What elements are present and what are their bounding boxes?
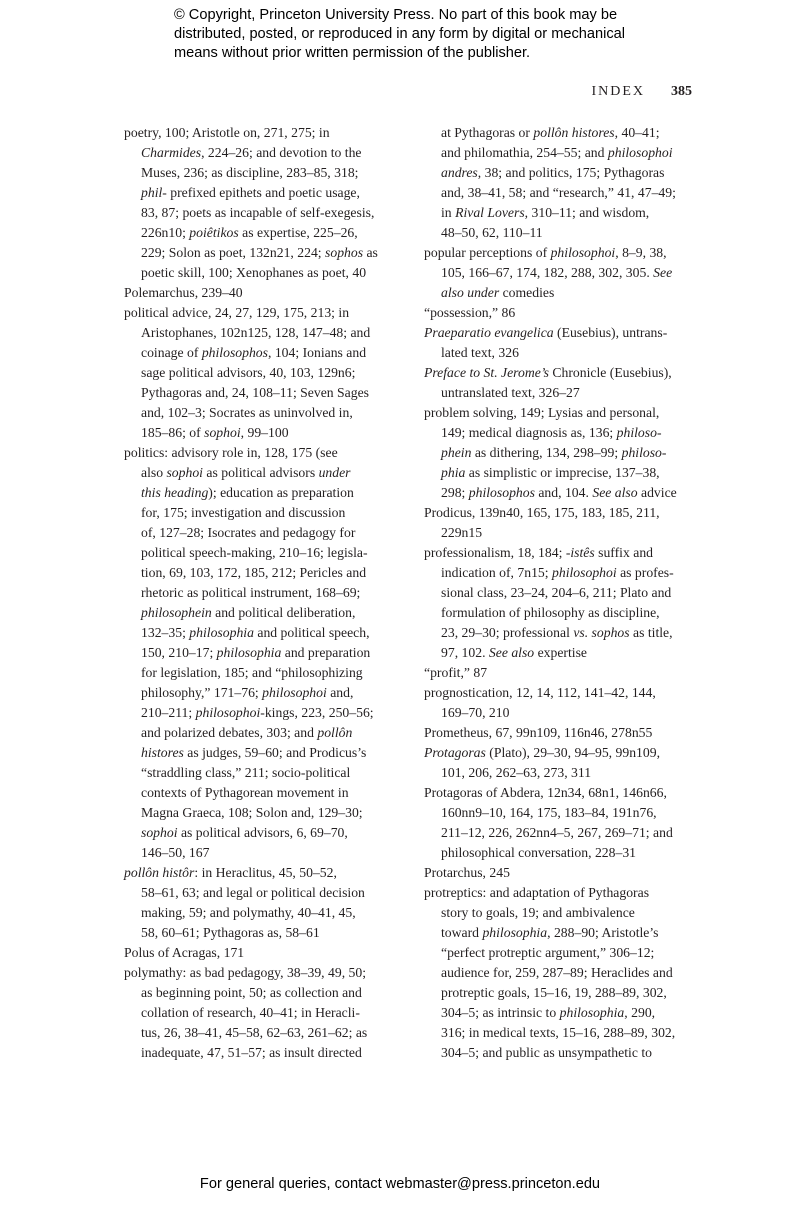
index-entry-line: Prodicus, 139n40, 165, 175, 183, 185, 211,	[424, 505, 660, 520]
index-entry-continuation: philosophy,” 171–76; philosophoi and,	[141, 685, 354, 700]
index-entry-line: popular perceptions of philosophoi, 8–9, 38,	[424, 245, 667, 260]
index-entry-continuation: 316; in medical texts, 15–16, 288–89, 302,	[441, 1025, 676, 1040]
index-entry-line: polymathy: as bad pedagogy, 38–39, 49, 50;	[124, 965, 367, 980]
footer-contact: For general queries, contact webmaster@press.princeton.edu	[199, 1176, 601, 1192]
index-entry-continuation: also sophoi as political advisors under	[141, 465, 351, 480]
copyright-notice	[174, 6, 644, 63]
index-entry-continuation: 146–50, 167	[141, 845, 210, 860]
index-entry-line: Prometheus, 67, 99n109, 116n46, 278n55	[424, 725, 653, 740]
index-entry-continuation: 101, 206, 262–63, 273, 311	[441, 765, 592, 780]
index-entry-continuation: Charmides, 224–26; and devotion to the	[141, 145, 362, 160]
index-entry-continuation: 211–12, 226, 262nn4–5, 267, 269–71; and	[441, 825, 673, 840]
index-entry-continuation: coinage of philosophos, 104; Ionians and	[141, 345, 367, 360]
index-entry-continuation: as beginning point, 50; as collection and	[141, 985, 362, 1000]
index-entry-continuation: 226n10; poiêtikos as expertise, 225–26,	[141, 225, 358, 240]
index-entry-continuation: 97, 102. See also expertise	[441, 645, 587, 660]
index-entry-continuation: Magna Graeca, 108; Solon and, 129–30;	[141, 805, 363, 820]
index-entry-continuation: phein as dithering, 134, 298–99; philoso-	[441, 445, 667, 460]
index-entry-line: pollôn histôr: in Heraclitus, 45, 50–52,	[124, 865, 337, 880]
index-entry-continuation: 304–5; and public as unsympathetic to	[441, 1045, 652, 1060]
index-entry-continuation: sophoi as political advisors, 6, 69–70,	[141, 825, 348, 840]
index-entry-line: Protagoras (Plato), 29–30, 94–95, 99n109,	[424, 745, 660, 760]
index-column-left	[124, 123, 396, 1063]
index-entry-continuation: in Rival Lovers, 310–11; and wisdom,	[441, 205, 650, 220]
index-entry-continuation: 298; philosophos and, 104. See also advice	[441, 485, 677, 500]
index-entry-continuation: sage political advisors, 40, 103, 129n6;	[141, 365, 356, 380]
index-entry-continuation: 48–50, 62, 110–11	[441, 225, 543, 240]
index-entry-continuation: 132–35; philosophia and political speech,	[141, 625, 370, 640]
index-entry-continuation: 58, 60–61; Pythagoras as, 58–61	[141, 925, 320, 940]
index-entry-continuation: political speech-making, 210–16; legisla-	[141, 545, 368, 560]
index-entry-continuation: “straddling class,” 211; socio-political	[141, 765, 351, 780]
index-entry-continuation: poetic skill, 100; Xenophanes as poet, 40	[141, 265, 367, 280]
index-entry-continuation: 58–61, 63; and legal or political decision	[141, 885, 365, 900]
index-entry-continuation: and, 38–41, 58; and “research,” 41, 47–49;	[441, 185, 676, 200]
index-entry-continuation: 229; Solon as poet, 132n21, 224; sophos as	[141, 245, 378, 260]
index-entry-continuation: Pythagoras and, 24, 108–11; Seven Sages	[141, 385, 369, 400]
index-entry-continuation: formulation of philosophy as discipline,	[441, 605, 660, 620]
index-entry-continuation: and philomathia, 254–55; and philosophoi	[441, 145, 673, 160]
index-entry-continuation: story to goals, 19; and ambivalence	[441, 905, 635, 920]
index-entry-continuation: and, 102–3; Socrates as uninvolved in,	[141, 405, 353, 420]
index-entry-line: “profit,” 87	[424, 665, 488, 680]
index-entry-continuation: 83, 87; poets as incapable of self-exegesis,	[141, 205, 375, 220]
index-entry-continuation: at Pythagoras or pollôn histores, 40–41;	[441, 125, 660, 140]
page-number: 385	[671, 84, 692, 99]
index-entry-continuation: collation of research, 40–41; in Heracli-	[141, 1005, 360, 1020]
index-entry-continuation: philosophical conversation, 228–31	[441, 845, 637, 860]
index-entry-line: Polus of Acragas, 171	[124, 945, 245, 960]
index-entry-continuation: also under comedies	[441, 285, 555, 300]
index-entry-line: prognostication, 12, 14, 112, 141–42, 144,	[424, 685, 656, 700]
index-entry-continuation: Muses, 236; as discipline, 283–85, 318;	[141, 165, 359, 180]
index-entry-continuation: and polarized debates, 303; and pollôn	[141, 725, 353, 740]
index-entry-continuation: sional class, 23–24, 204–6, 211; Plato and	[441, 585, 672, 600]
index-entry-line: poetry, 100; Aristotle on, 271, 275; in	[124, 125, 330, 140]
index-entry-line: Preface to St. Jerome’s Chronicle (Eusebius),	[424, 365, 672, 380]
index-entry-continuation: andres, 38; and politics, 175; Pythagoras	[441, 165, 665, 180]
index-entry-continuation: untranslated text, 326–27	[441, 385, 580, 400]
index-entry-continuation: rhetoric as political instrument, 168–69;	[141, 585, 361, 600]
index-entry-continuation: 229n15	[441, 525, 483, 540]
index-entry-continuation: toward philosophia, 288–90; Aristotle’s	[441, 925, 659, 940]
index-entry-continuation: making, 59; and polymathy, 40–41, 45,	[141, 905, 356, 920]
index-entry-continuation: phil- prefixed epithets and poetic usage,	[141, 185, 360, 200]
index-entry-continuation: 160nn9–10, 164, 175, 183–84, 191n76,	[441, 805, 657, 820]
index-entry-continuation: of, 127–28; Isocrates and pedagogy for	[141, 525, 356, 540]
index-entry-continuation: histores as judges, 59–60; and Prodicus’s	[141, 745, 367, 760]
index-column-right	[424, 123, 696, 1063]
index-entry-continuation: 185–86; of sophoi, 99–100	[141, 425, 289, 440]
index-entry-line: Praeparatio evangelica (Eusebius), untrans-	[424, 325, 668, 340]
index-entry-continuation: for, 175; investigation and discussion	[141, 505, 346, 520]
index-entry-continuation: phia as simplistic or imprecise, 137–38,	[441, 465, 660, 480]
index-entry-continuation: philosophein and political deliberation,	[141, 605, 356, 620]
index-entry-continuation: audience for, 259, 287–89; Heraclides and	[441, 965, 673, 980]
index-entry-continuation: lated text, 326	[441, 345, 519, 360]
index-entry-continuation: Aristophanes, 102n125, 128, 147–48; and	[141, 325, 371, 340]
index-entry-line: Protagoras of Abdera, 12n34, 68n1, 146n66,	[424, 785, 667, 800]
index-entry-continuation: 210–211; philosophoi-kings, 223, 250–56;	[141, 705, 374, 720]
index-entry-continuation: 105, 166–67, 174, 182, 288, 302, 305. See	[441, 265, 673, 280]
index-entry-continuation: for legislation, 185; and “philosophizing	[141, 665, 363, 680]
copyright-line: means without prior written permission of the publisher.	[174, 45, 531, 61]
index-entry-continuation: tion, 69, 103, 172, 185, 212; Pericles and	[141, 565, 367, 580]
index-entry-continuation: 150, 210–17; philosophia and preparation	[141, 645, 371, 660]
index-entry-continuation: tus, 26, 38–41, 45–58, 62–63, 261–62; as	[141, 1025, 368, 1040]
index-entry-continuation: “perfect protreptic argument,” 306–12;	[441, 945, 655, 960]
index-entry-continuation: 149; medical diagnosis as, 136; philoso-	[441, 425, 662, 440]
index-entry-line: politics: advisory role in, 128, 175 (see	[124, 445, 338, 460]
running-head-label: INDEX	[591, 84, 645, 99]
index-entry-continuation: 23, 29–30; professional vs. sophos as title,	[441, 625, 673, 640]
index-entry-line: Polemarchus, 239–40	[124, 285, 243, 300]
index-entry-continuation: this heading); education as preparation	[141, 485, 354, 500]
index-entry-line: Protarchus, 245	[424, 865, 510, 880]
index-entry-continuation: 304–5; as intrinsic to philosophia, 290,	[441, 1005, 656, 1020]
index-entry-line: political advice, 24, 27, 129, 175, 213; in	[124, 305, 350, 320]
index-entry-line: protreptics: and adaptation of Pythagoras	[424, 885, 650, 900]
running-head	[420, 84, 692, 100]
index-entry-line: “possession,” 86	[424, 305, 516, 320]
index-entry-continuation: contexts of Pythagorean movement in	[141, 785, 349, 800]
index-entry-line: professionalism, 18, 184; -istês suffix and	[424, 545, 654, 560]
index-entry-continuation: inadequate, 47, 51–57; as insult directed	[141, 1045, 362, 1060]
copyright-line: © Copyright, Princeton University Press. No part of this book may be	[174, 7, 618, 23]
index-entry-continuation: 169–70, 210	[441, 705, 510, 720]
copyright-line: distributed, posted, or reproduced in any form by digital or mechanical	[174, 26, 626, 42]
index-entry-line: problem solving, 149; Lysias and personal,	[424, 405, 660, 420]
index-entry-continuation: protreptic goals, 15–16, 19, 288–89, 302,	[441, 985, 667, 1000]
index-entry-continuation: indication of, 7n15; philosophoi as profes-	[441, 565, 674, 580]
